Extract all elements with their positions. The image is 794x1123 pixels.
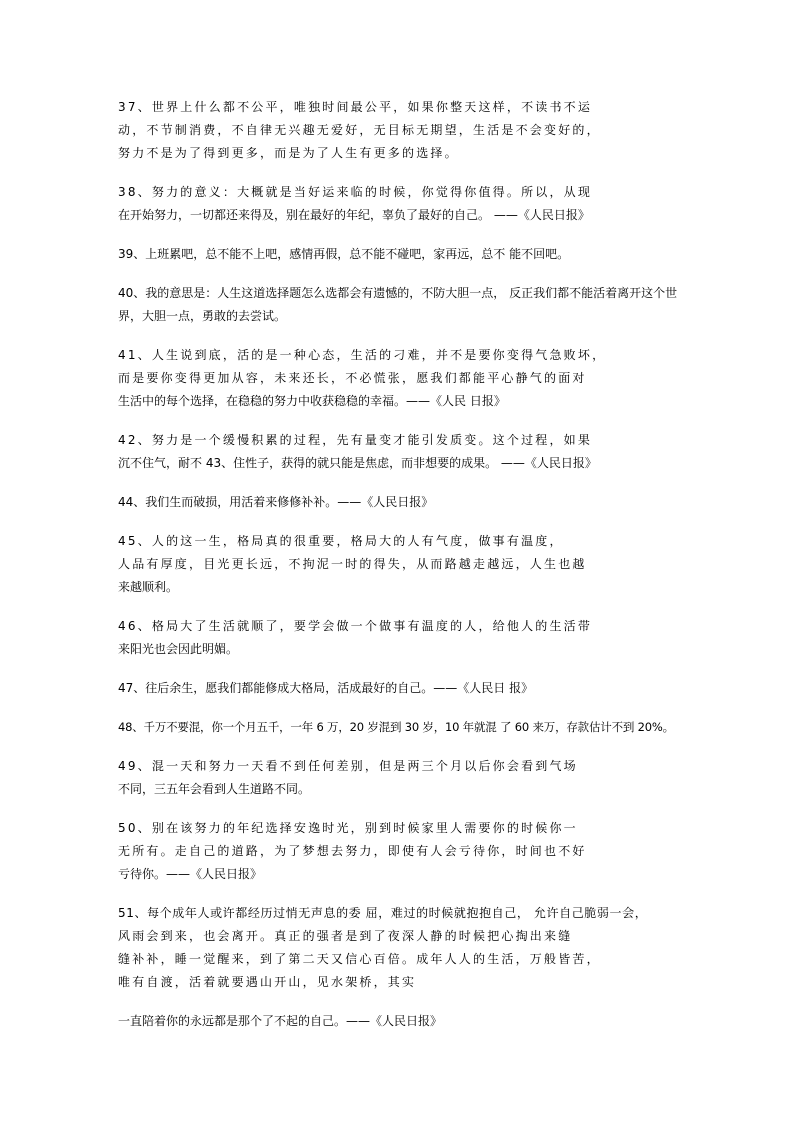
paragraph-line: 不同，三五年会看到人生道路不同。 [118, 782, 311, 796]
paragraph-39 [118, 243, 678, 266]
paragraph-line: 50、别在该努力的年纪选择安逸时光，别到时候家里人需要你的时候你一 [118, 821, 578, 835]
paragraph-line: 缝补补，睡一觉醒来，到了第二天又信心百倍。成年人人的生活，万般皆苦， [118, 952, 601, 966]
paragraph-41 [118, 344, 678, 413]
paragraph-line: 42、努力是一个缓慢积累的过程，先有量变才能引发质变。这个过程，如果 [118, 433, 593, 447]
paragraph-line: 一直陪着你的永远都是那个了不起的自己。——《人民日报》 [118, 1014, 443, 1028]
paragraph-line: 在开始努力，一切都还来得及，别在最好的年纪，辜负了最好的自己。 ——《人民日报》 [118, 208, 590, 222]
paragraph-44 [118, 491, 678, 514]
paragraph-42 [118, 429, 678, 475]
paragraph-line: 来阳光也会因此明媚。 [118, 642, 239, 656]
paragraph-line: 37、世界上什么都不公平，唯独时间最公平，如果你整天这样，不读书不运 [118, 100, 593, 114]
paragraph-line: 47、往后余生，愿我们都能修成大格局，活成最好的自己。——《人民日 报》 [118, 681, 534, 695]
paragraph-line: 51、每个成年人或许都经历过悄无声息的委 屈，难过的时候就抱抱自己， 允许自己脆弱一会， [118, 906, 648, 920]
paragraph-line: 48、千万不要混，你一个月五千，一年 6 万，20 岁混到 30 岁，10 年就混 了 60 来万，存款估计不到 20%。 [118, 720, 674, 734]
document-page [118, 96, 678, 1049]
paragraph-line: 动，不节制消费，不自律无兴趣无爱好，无目标无期望，生活是不会变好的， [118, 123, 601, 137]
paragraph-line: 而是要你变得更加从容，未来还长，不必慌张，愿我们都能平心静气的面对 [118, 371, 587, 385]
paragraph-line: 41、人生说到底，活的是一种心态，生活的刁难，并不是要你变得气急败坏， [118, 348, 607, 362]
paragraph-line: 44、我们生而破损，用活着来修修补补。——《人民日报》 [118, 495, 434, 509]
paragraph-line: 亏待你。——《人民日报》 [118, 867, 263, 881]
paragraph-line: 风雨会到来，也会离开。真正的强者是到了夜深人静的时候把心掏出来缝 [118, 929, 573, 943]
paragraph-45 [118, 530, 678, 599]
paragraph-40 [118, 282, 678, 328]
paragraph-line: 无所有。走自己的道路，为了梦想去努力，即使有人会亏待你，时间也不好 [118, 844, 587, 858]
paragraph-38 [118, 181, 678, 227]
paragraph-49 [118, 755, 678, 801]
paragraph-line: 努力不是为了得到更多，而是为了人生有更多的选择。 [118, 146, 459, 160]
paragraph-47 [118, 677, 678, 700]
paragraph-line: 46、格局大了生活就顺了，要学会做一个做事有温度的人，给他人的生活带 [118, 619, 593, 633]
paragraph-48 [118, 716, 678, 739]
paragraph-37 [118, 96, 678, 165]
paragraph-line: 生活中的每个选择，在稳稳的努力中收获稳稳的幸福。——《人民 日报》 [118, 394, 506, 408]
paragraph-line: 沉不住气，耐不 43、住性子，获得的就只能是焦虑，而非想要的成果。 ——《人民日报》 [118, 456, 597, 470]
paragraph-line: 45、人的这一生，格局真的很重要，格局大的人有气度，做事有温度， [118, 534, 564, 548]
paragraph-line: 49、混一天和努力一天看不到任何差别，但是两三个月以后你会看到气场 [118, 759, 578, 773]
paragraph-line: 40、我的意思是：人生这道选择题怎么选都会有遗憾的，不防大胆一点， 反正我们都不能活着离开这个世 [118, 286, 678, 300]
paragraph-line: 人品有厚度，目光更长远，不拘泥一时的得失，从而路越走越远，人生也越 [118, 557, 587, 571]
paragraph-50 [118, 817, 678, 886]
paragraph-51 [118, 902, 678, 994]
paragraph-line: 界，大胆一点，勇敢的去尝试。 [118, 309, 287, 323]
paragraph-line: 39、上班累吧，总不能不上吧，感情再假，总不能不碰吧，家再远，总不 能不回吧。 [118, 247, 570, 261]
paragraph-line: 38、努力的意义：大概就是当好运来临的时候，你觉得你值得。所以，从现 [118, 185, 593, 199]
paragraph-line: 唯有自渡，活着就要遇山开山，见水架桥，其实 [118, 975, 417, 989]
paragraph-51-continued [118, 1010, 678, 1033]
paragraph-line: 来越顺利。 [118, 580, 179, 594]
paragraph-46 [118, 615, 678, 661]
